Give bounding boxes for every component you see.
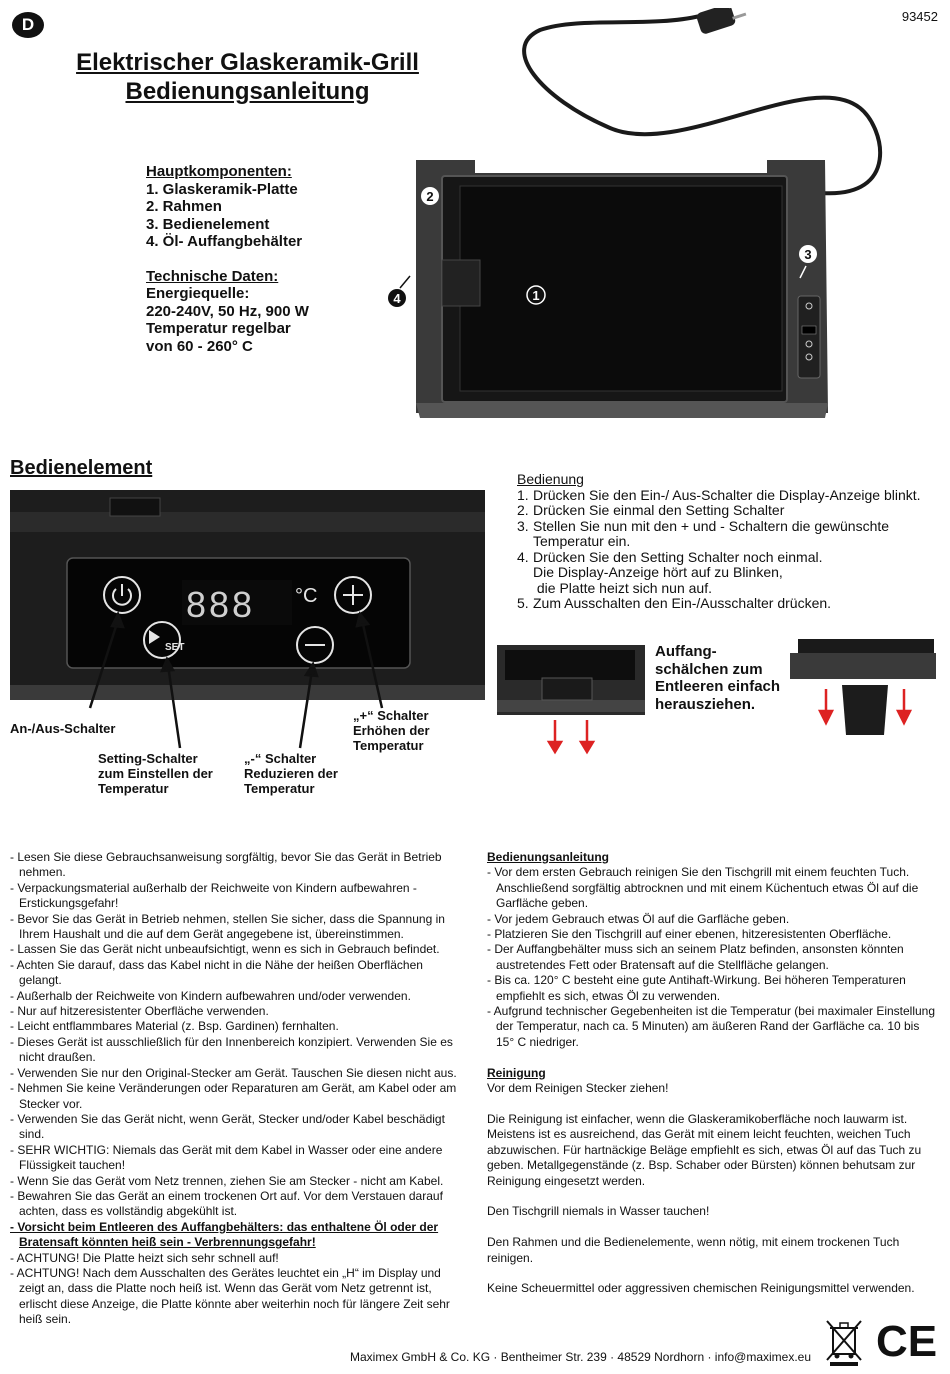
- list-item: - Verwenden Sie das Gerät nicht, wenn Gerät, Stecker und/oder Kabel beschädigt sind.: [10, 1111, 445, 1142]
- paragraph: Die Reinigung ist einfacher, wenn die Glaskeramikoberfläche noch lauwarm ist. Meistens ist es ausreichend, das Gerät mit einem leicht feuchten, weichen Tuch abzuwischen. Für hartnäckige Beläge empfiehlt es sich, etwas Öl auf das Tuch zu geben. Metallgegenstände (z. Bsp. Schaber oder Bürsten) können behutsam zur Reinigung eingesetzt werden.: [487, 1111, 922, 1188]
- callout-power: An-/Aus-Schalter: [10, 721, 116, 736]
- frame-control-panel: [798, 296, 820, 378]
- glass-ceramic-plate: [460, 186, 782, 391]
- tech-line: von 60 - 260° C: [146, 337, 253, 355]
- list-item: die Platte heizt sich nun auf.: [533, 579, 712, 596]
- paragraph: Den Tischgrill niemals in Wasser tauchen!: [487, 1204, 710, 1219]
- drip-tray: [842, 685, 888, 735]
- weee-bin-icon: [824, 1318, 864, 1366]
- safety-list: [10, 850, 458, 1328]
- list-item: - Leicht entflammbares Material (z. Bsp. Gardinen) fernhalten.: [10, 1019, 339, 1034]
- marker-4: [388, 289, 406, 307]
- power-cord: [524, 16, 880, 193]
- marker-2: [421, 187, 439, 205]
- footer-company: Maximex GmbH & Co. KG · Bentheimer Str. 239 · 48529 Nordhorn · info@maximex.eu: [350, 1350, 812, 1364]
- components-block: [146, 163, 396, 355]
- list-item: - Vor dem ersten Gebrauch reinigen Sie den Tischgrill mit einem feuchten Tuch. Anschließend sorgfältig abtrocknen und mit einem Küchentuch etwas Öl auf die Garfläche geben.: [487, 865, 919, 911]
- svg-text:1: 1: [532, 288, 540, 303]
- tech-line: Temperatur regelbar: [146, 320, 291, 337]
- list-item: - Nehmen Sie keine Veränderungen oder Reparaturen am Gerät, am Kabel oder am Stecker vor.: [10, 1081, 457, 1111]
- list-item: - Verwenden Sie nur den Original-Stecker am Gerät. Tauschen Sie diesen nicht aus.: [10, 1065, 457, 1080]
- list-item: 5. Zum Ausschalten den Ein-/Ausschalter drücken.: [517, 595, 832, 611]
- cleaning-heading: Reinigung: [487, 1065, 546, 1080]
- svg-text:2: 2: [426, 189, 434, 204]
- callout-line: Temperatur: [98, 781, 169, 796]
- warning-item: - Vorsicht beim Entleeren des Auffangbehälters: das enthaltene Öl oder der Bratensaft könnten heiß sein - Verbrennungsgefahr!: [10, 1219, 439, 1250]
- control-panel-heading: Bedienelement: [10, 457, 153, 479]
- list-item: - Bis ca. 120° C besteht eine gute Antihaft-Wirkung. Bei höheren Temperaturen empfiehlt es sich, etwas Öl zu verwenden.: [487, 973, 906, 1003]
- usage-heading: Bedienungsanleitung: [487, 850, 610, 864]
- language-badge: D: [12, 12, 44, 38]
- callout-line: „-“ Schalter: [244, 751, 317, 766]
- list-item: - ACHTUNG! Nach dem Ausschalten des Gerätes leuchtet ein „H“ im Display und zeigt an, dass die Platte noch heiß ist. Wenn das Gerät vom Netz getrennt ist, erlischt diese Anzeige, die Platte könnte aber weiterhin noch für längere Zeit sehr heiß sein.: [10, 1265, 450, 1327]
- caption-line: schälchen zum: [655, 660, 763, 678]
- operation-section: [517, 472, 937, 612]
- component-item: 4. Öl- Auffangbehälter: [146, 233, 303, 250]
- grill-photo: [380, 8, 885, 423]
- display-digits: 888: [186, 584, 256, 625]
- callout-line: zum Einstellen der: [98, 766, 213, 781]
- celsius-unit: °C: [295, 585, 318, 607]
- usage-column: [487, 850, 937, 1297]
- svg-text:CE: CE: [876, 1318, 938, 1360]
- list-item: Die Display-Anzeige hört auf zu Blinken,: [533, 564, 783, 580]
- marker-3: [799, 245, 817, 263]
- list-item: - Verpackungsmaterial außerhalb der Reichweite von Kindern aufbewahren - Erstickungsgefahr!: [10, 880, 417, 911]
- callout-line: Temperatur: [353, 738, 424, 753]
- svg-text:SET: SET: [165, 642, 185, 653]
- list-item: Temperatur ein.: [533, 533, 631, 549]
- components-heading: Hauptkomponenten:: [146, 163, 292, 180]
- list-item: 4. Drücken Sie den Setting Schalter noch einmal.: [517, 548, 823, 565]
- document-number: 93452: [901, 9, 938, 24]
- caption-line: herausziehen.: [655, 695, 756, 713]
- list-item: - Achten Sie darauf, dass das Kabel nicht in die Nähe der heißen Oberflächen gelangt.: [10, 957, 423, 988]
- callout-line: Reduzieren der: [244, 766, 338, 781]
- callout-setting: [98, 751, 213, 796]
- operation-steps: [517, 488, 937, 612]
- callout-plus: [353, 708, 430, 753]
- list-item: - Lassen Sie das Gerät nicht unbeaufsichtigt, wenn es sich in Gebrauch befindet.: [10, 942, 440, 957]
- list-item: - SEHR WICHTIG: Niemals das Gerät mit dem Kabel in Wasser oder eine andere Flüssigkeit tauchen!: [10, 1142, 443, 1173]
- callout-line: „+“ Schalter: [353, 708, 429, 723]
- list-item: - Platzieren Sie den Tischgrill auf einer ebenen, hitzeresistenten Oberfläche.: [487, 927, 892, 942]
- list-item: - Dieses Gerät ist ausschließlich für den Innenbereich konzipiert. Verwenden Sie es nicht draußen.: [10, 1034, 453, 1065]
- list-item: - ACHTUNG! Die Platte heizt sich sehr schnell auf!: [10, 1250, 279, 1265]
- callout-line: Setting-Schalter: [98, 751, 198, 766]
- arrow-icon: [400, 276, 410, 288]
- callout-line: Temperatur: [244, 781, 315, 796]
- tray-caption: [655, 643, 805, 713]
- title-line-2: Bedienungsanleitung: [125, 78, 370, 105]
- tray-photo-left: [497, 640, 647, 760]
- callout-minus: [244, 751, 338, 796]
- list-item: - Der Auffangbehälter muss sich an seinem Platz befinden, ansonsten könnten austretendes Fett oder Bratensaft auf die Stellfläche gelangen.: [487, 942, 904, 972]
- tech-line: Energiequelle:: [146, 285, 250, 302]
- list-item: 1. Drücken Sie den Ein-/ Aus-Schalter die Display-Anzeige blinkt.: [517, 486, 921, 503]
- list-item: - Außerhalb der Reichweite von Kindern aufbewahren und/oder verwenden.: [10, 988, 411, 1003]
- tech-heading: Technische Daten:: [146, 267, 279, 285]
- component-item: 2. Rahmen: [146, 198, 222, 215]
- paragraph: Den Rahmen und die Bedienelemente, wenn nötig, mit einem trockenen Tuch reinigen.: [487, 1235, 900, 1265]
- list-item: - Nur auf hitzeresistenter Oberfläche verwenden.: [10, 1004, 269, 1019]
- list-item: - Lesen Sie diese Gebrauchsanweisung sorgfältig, bevor Sie das Gerät in Betrieb nehmen.: [10, 850, 442, 880]
- component-item: 1. Glaskeramik-Platte: [146, 180, 298, 198]
- tech-line: 220-240V, 50 Hz, 900 W: [146, 302, 309, 320]
- list-item: - Vor jedem Gebrauch etwas Öl auf die Garfläche geben.: [487, 911, 790, 926]
- component-item: 3. Bedienelement: [146, 215, 270, 233]
- list-item: - Bevor Sie das Gerät in Betrieb nehmen, stellen Sie sicher, dass die Spannung in Ihrem Haushalt und die auf dem Gerät angegebene ist, übereinstimmen.: [10, 911, 445, 942]
- tray-photo-right: [786, 637, 938, 747]
- list-item: 3. Stellen Sie nun mit den + und - Schaltern die gewünschte: [517, 517, 890, 534]
- operation-heading: Bedienung: [517, 471, 584, 487]
- svg-text:3: 3: [804, 247, 812, 262]
- svg-text:4: 4: [393, 291, 401, 306]
- paragraph: Keine Scheuermittel oder aggressiven chemischen Reinigungsmittel verwenden.: [487, 1281, 915, 1296]
- paragraph: Vor dem Reinigen Stecker ziehen!: [487, 1081, 669, 1096]
- ce-mark-icon: [876, 1318, 940, 1360]
- caption-line: Entleeren einfach: [655, 678, 781, 695]
- list-item: - Bewahren Sie das Gerät an einem trockenen Ort auf. Vor dem Verstauen darauf achten, dass es vollständig abgekühlt ist.: [10, 1188, 443, 1219]
- list-item: - Aufgrund technischer Gegebenheiten ist die Temperatur (bei maximaler Einstellung der Temperatur, nach ca. 5 Minuten) am äußeren Rand der Garfläche ca. 10 bis 15° C niedriger.: [487, 1004, 936, 1049]
- list-item: 2. Drücken Sie einmal den Setting Schalter: [517, 502, 785, 518]
- list-item: - Wenn Sie das Gerät vom Netz trennen, ziehen Sie am Stecker - nicht am Kabel.: [10, 1173, 444, 1188]
- title-line-1: Elektrischer Glaskeramik-Grill: [76, 49, 419, 76]
- plug-icon: [695, 8, 746, 35]
- marker-1: [527, 286, 545, 304]
- callout-line: Erhöhen der: [353, 723, 430, 738]
- caption-line: Auffang-: [655, 643, 717, 660]
